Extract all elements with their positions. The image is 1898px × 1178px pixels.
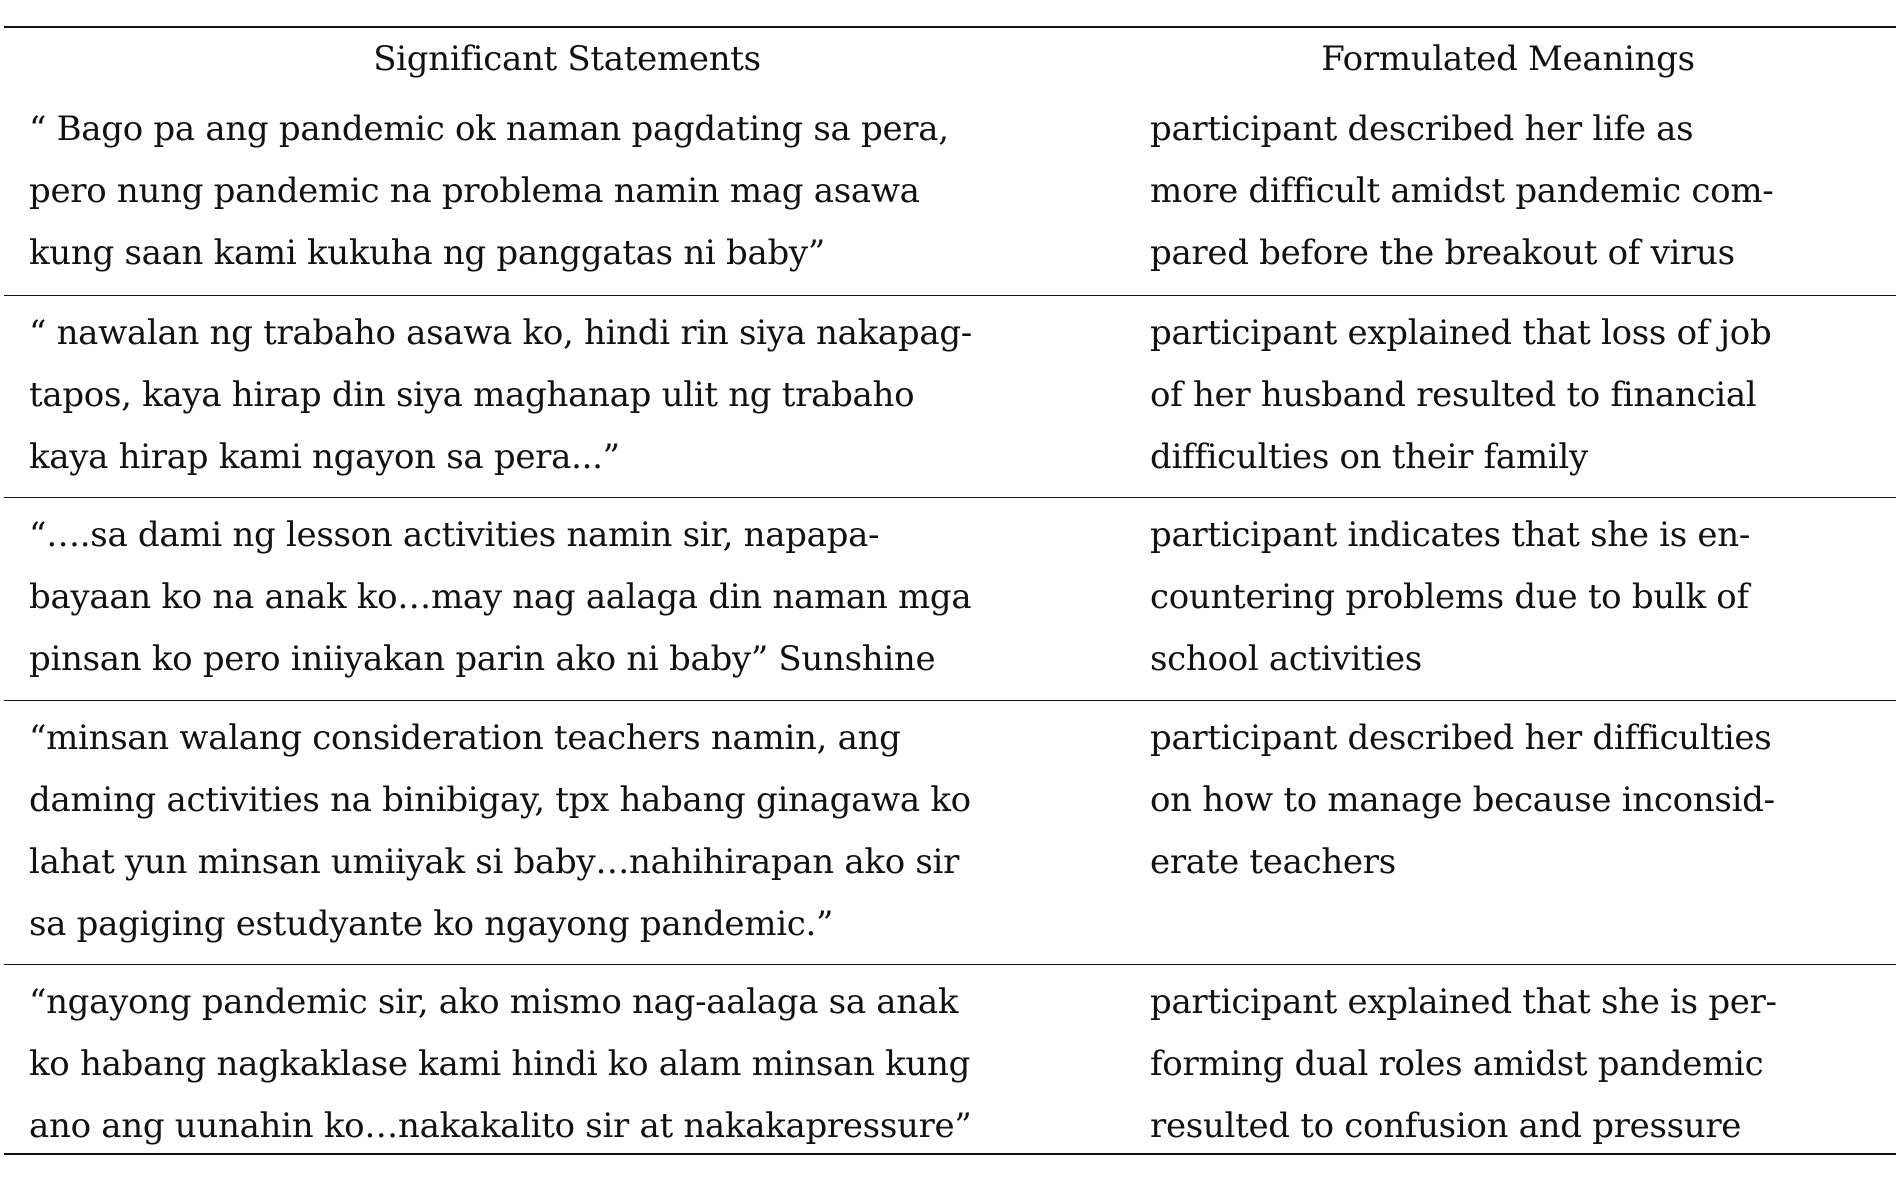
text-line: “ngayong pandemic sir, ako mismo nag-aalaga sa anak [29, 982, 959, 1022]
text-line: more difficult amidst pandemic com- [1150, 171, 1774, 211]
text-line: “….sa dami ng lesson activities namin sir, napapa- [29, 515, 880, 555]
text-line: forming dual roles amidst pandemic [1150, 1044, 1764, 1084]
text-line: daming activities na binibigay, tpx habang ginagawa ko [29, 780, 971, 820]
text-line: “ nawalan ng trabaho asawa ko, hindi rin siya nakapag- [29, 313, 972, 353]
formulated-meaning-cell [1150, 701, 1896, 964]
text-line: kaya hirap kami ngayon sa pera...” [29, 437, 620, 477]
table-row [4, 700, 1896, 964]
text-line: of her husband resulted to financial [1150, 375, 1757, 415]
text-line: participant explained that she is per- [1150, 982, 1777, 1022]
text-line: kung saan kami kukuha ng panggatas ni baby” [29, 233, 825, 273]
table-header-row [4, 28, 1896, 92]
text-line: participant described her difficulties [1150, 718, 1772, 758]
text-line: pero nung pandemic na problema namin mag asawa [29, 171, 920, 211]
formulated-meaning-cell [1150, 296, 1896, 497]
text-line: difficulties on their family [1150, 437, 1588, 477]
text-line: lahat yun minsan umiiyak si baby…nahihirapan ako sir [29, 842, 960, 882]
header-formulated-meanings: Formulated Meanings [1321, 39, 1695, 79]
header-significant-statements: Significant Statements [373, 39, 761, 79]
significant-statement-cell [4, 92, 1150, 295]
text-line: on how to manage because inconsid- [1150, 780, 1775, 820]
text-line: erate teachers [1150, 842, 1396, 882]
significant-statement-cell [4, 296, 1150, 497]
formulated-meaning-cell [1150, 92, 1896, 295]
text-line: participant described her life as [1150, 109, 1694, 149]
text-line: countering problems due to bulk of [1150, 577, 1749, 617]
text-line: bayaan ko na anak ko…may nag aalaga din naman mga [29, 577, 972, 617]
formulated-meaning-cell [1150, 965, 1896, 1153]
formulated-meaning-cell [1150, 498, 1896, 700]
text-line: “minsan walang consideration teachers namin, ang [29, 718, 901, 758]
text-line: ko habang nagkaklase kami hindi ko alam minsan kung [29, 1044, 971, 1084]
text-line: resulted to confusion and pressure [1150, 1106, 1742, 1146]
text-line: “ Bago pa ang pandemic ok naman pagdating sa pera, [29, 109, 949, 149]
text-line: pared before the breakout of virus [1150, 233, 1735, 273]
table-row [4, 295, 1896, 497]
text-line: participant indicates that she is en- [1150, 515, 1751, 555]
text-line: pinsan ko pero iniiyakan parin ako ni baby” Sunshine [29, 639, 936, 679]
statements-table [4, 26, 1896, 1155]
table-row [4, 92, 1896, 295]
text-line: ano ang uunahin ko…nakakalito sir at nakakapressure” [29, 1106, 972, 1146]
text-line: tapos, kaya hirap din siya maghanap ulit ng trabaho [29, 375, 915, 415]
text-line: school activities [1150, 639, 1422, 679]
text-line: participant explained that loss of job [1150, 313, 1772, 353]
table-row [4, 497, 1896, 700]
significant-statement-cell [4, 701, 1150, 964]
table-row [4, 964, 1896, 1153]
text-line: sa pagiging estudyante ko ngayong pandemic.” [29, 904, 834, 944]
significant-statement-cell [4, 498, 1150, 700]
significant-statement-cell [4, 965, 1150, 1153]
